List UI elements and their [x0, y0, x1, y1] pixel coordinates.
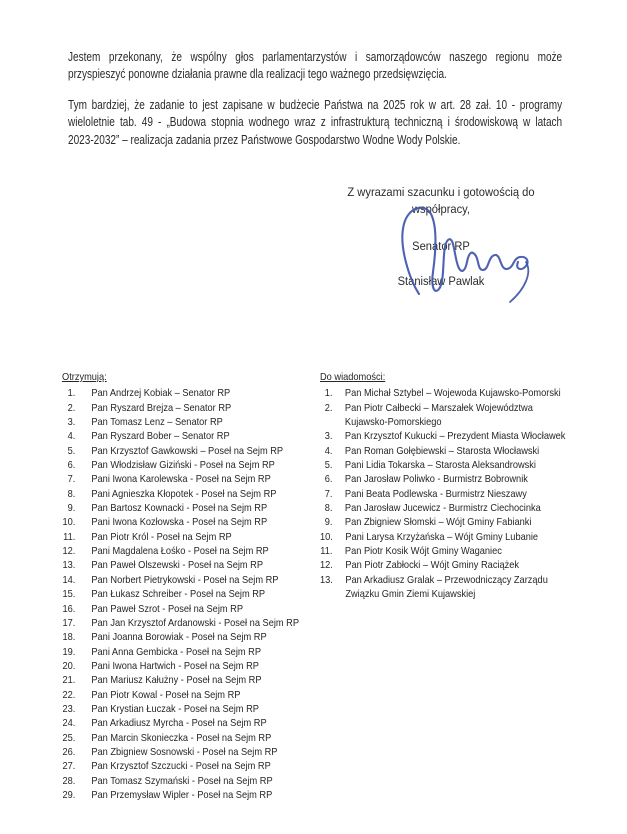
list-item	[62, 473, 305, 487]
list-item-text: Pan Mariusz Kałużny - Poseł na Sejm RP	[91, 675, 262, 687]
list-item-number: 27.	[62, 761, 76, 773]
letter-line: Tym bardziej, że zadanie to jest zapisane w budżecie Państwa na 2025 rok w art. 28 zał. 10 - programy	[68, 98, 563, 112]
list-item	[62, 703, 305, 717]
list-item-text: Pani Beata Podlewska - Burmistrz Nieszawy	[344, 488, 527, 500]
list-item-text: Pan Andrzej Kobiak – Senator RP	[91, 388, 231, 400]
signer-title: Senator RP	[412, 239, 470, 253]
recipients-items	[62, 387, 305, 803]
letter-line: Jestem przekonany, że wspólny głos parlamentarzystów i samorządowców naszego regionu może	[68, 50, 563, 64]
list-item-number: 4.	[67, 431, 76, 443]
list-item	[62, 660, 305, 674]
list-item	[62, 789, 305, 803]
letter-line: przyspieszyć ponowne działania prawne dla realizacji tego ważnego przedsięwzięcia.	[68, 67, 447, 82]
list-item-number: 14.	[62, 574, 76, 586]
list-item-number: 26.	[62, 746, 76, 758]
list-item-number: 13.	[62, 560, 76, 572]
list-item	[320, 430, 568, 444]
list-item	[62, 502, 305, 516]
recipients-label: Otrzymują:	[62, 372, 107, 383]
list-item-number: 13.	[320, 574, 333, 586]
list-item-text: Pan Michał Sztybel – Wojewoda Kujawsko-Pomorski	[344, 388, 561, 400]
list-item-text: Pan Arkadiusz Gralak – Przewodniczący Zarządu Związku Gmin Ziemi Kujawskiej	[345, 574, 548, 601]
list-item-number: 3.	[67, 417, 76, 429]
list-item-text: Pan Krystian Łuczak - Poseł na Sejm RP	[91, 703, 259, 715]
letter-line: 2023-2032” – realizacja zadania przez Państwowe Gospodarstwo Wodne Wody Polskie.	[68, 132, 461, 147]
list-item-text: Pani Lidia Tokarska – Starosta Aleksandrowski	[344, 460, 536, 472]
list-item-text: Pan Jarosław Jucewicz - Burmistrz Ciechocinka	[344, 503, 541, 515]
list-item-text: Pani Agnieszka Kłopotek - Poseł na Sejm RP	[91, 488, 277, 500]
list-item-number: 5.	[67, 445, 76, 457]
list-item-text: Pan Marcin Skonieczka - Poseł na Sejm RP	[91, 732, 272, 744]
list-item-number: 11.	[63, 531, 76, 543]
list-item	[62, 717, 305, 731]
list-item-number: 21.	[62, 675, 76, 687]
list-item	[320, 387, 568, 401]
list-item-number: 23.	[62, 703, 76, 715]
list-item	[320, 559, 568, 573]
list-item-text: Pan Piotr Kosik Wójt Gminy Waganiec	[344, 546, 502, 558]
letter-line: wieloletnie tab. 49 - „Budowa stopnia wodnego wraz z infrastrukturą techniczną i środowiskową w latach	[68, 115, 563, 130]
list-item-number: 15.	[62, 589, 76, 601]
list-item	[62, 588, 305, 602]
list-item-number: 2.	[67, 402, 76, 414]
list-item-text: Pan Norbert Pietrykowski - Poseł na Sejm RP	[91, 574, 279, 586]
cc-list	[320, 371, 568, 603]
list-item	[62, 603, 305, 617]
list-item-text: Pani Iwona Kozłowska - Poseł na Sejm RP	[91, 517, 268, 529]
list-item-text: Pan Paweł Szrot - Poseł na Sejm RP	[91, 603, 244, 615]
list-item-text: Pan Zbigniew Słomski – Wójt Gminy Fabianki	[344, 517, 532, 529]
recipients-list	[62, 371, 305, 803]
list-item	[62, 387, 305, 401]
list-item	[62, 674, 305, 688]
list-item	[320, 545, 568, 559]
list-item-text: Pani Magdalena Łośko - Poseł na Sejm RP	[91, 546, 269, 558]
list-item	[62, 631, 305, 645]
list-item-number: 1.	[324, 388, 333, 400]
list-item-text: Pani Anna Gembicka - Poseł na Sejm RP	[91, 646, 261, 658]
list-item-text: Pan Piotr Król - Poseł na Sejm RP	[91, 531, 232, 543]
list-item-text: Pan Tomasz Szymański - Poseł na Sejm RP	[91, 775, 273, 787]
list-item-number: 28.	[62, 775, 76, 787]
list-item-text: Pan Piotr Zabłocki – Wójt Gminy Raciążek	[345, 560, 520, 572]
list-item	[320, 473, 568, 487]
list-item-number: 8.	[67, 488, 76, 500]
list-item	[62, 746, 305, 760]
cc-items	[320, 387, 568, 602]
list-item	[62, 488, 305, 502]
list-item	[62, 646, 305, 660]
list-item-number: 25.	[62, 732, 76, 744]
list-item-text: Pan Krzysztof Gawkowski – Poseł na Sejm RP	[91, 445, 284, 457]
list-item-number: 9.	[324, 517, 333, 529]
list-item-number: 6.	[67, 460, 76, 472]
list-item-text: Pani Iwona Karolewska - Poseł na Sejm RP	[91, 474, 271, 486]
list-item	[62, 732, 305, 746]
list-item	[320, 459, 568, 473]
list-item-text: Pan Ryszard Bober – Senator RP	[91, 431, 230, 443]
list-item	[320, 516, 568, 530]
list-item	[320, 402, 568, 431]
list-item-text: Pan Zbigniew Sosnowski - Poseł na Sejm RP	[91, 746, 278, 758]
list-item-text: Pani Larysa Krzyżańska – Wójt Gminy Lubanie	[345, 531, 539, 543]
list-item-number: 12.	[320, 560, 333, 572]
list-item-text: Pan Ryszard Brejza – Senator RP	[91, 402, 232, 414]
list-item-text: Pani Joanna Borowiak - Poseł na Sejm RP	[91, 632, 267, 644]
list-item	[62, 689, 305, 703]
list-item	[62, 617, 305, 631]
list-item	[62, 775, 305, 789]
list-item-text: Pan Piotr Całbecki – Marszałek Województwa Kujawsko-Pomorskiego	[344, 402, 533, 429]
list-item	[62, 459, 305, 473]
list-item-number: 18.	[62, 632, 76, 644]
list-item-text: Pan Łukasz Schreiber - Poseł na Sejm RP	[91, 589, 266, 601]
list-item-text: Pan Tomasz Lenz – Senator RP	[91, 417, 223, 429]
list-item-number: 20.	[62, 660, 76, 672]
list-item-text: Pan Jan Krzysztof Ardanowski - Poseł na Sejm RP	[91, 617, 300, 629]
list-item-number: 7.	[67, 474, 76, 486]
list-item	[62, 531, 305, 545]
list-item	[62, 402, 305, 416]
list-item-number: 12.	[62, 546, 76, 558]
list-item-number: 5.	[324, 460, 333, 472]
closing-line: Z wyrazami szacunku i gotowością do współpracy,	[347, 185, 535, 216]
list-item-number: 6.	[324, 474, 333, 486]
handwritten-signature-icon	[386, 200, 551, 310]
list-item-text: Pan Jarosław Poliwko - Burmistrz Bobrownik	[344, 474, 528, 486]
list-item-number: 22.	[62, 689, 76, 701]
list-item-text: Pan Bartosz Kownacki - Poseł na Sejm RP	[91, 503, 268, 515]
list-item	[320, 502, 568, 516]
list-item	[62, 574, 305, 588]
list-item-number: 29.	[62, 789, 76, 801]
list-item-number: 24.	[62, 718, 76, 730]
list-item-number: 16.	[62, 603, 76, 615]
list-item-number: 1.	[67, 388, 76, 400]
list-item-number: 19.	[62, 646, 76, 658]
list-item-text: Pani Iwona Hartwich - Poseł na Sejm RP	[91, 660, 259, 672]
list-item	[62, 760, 305, 774]
list-item-text: Pan Arkadiusz Myrcha - Poseł na Sejm RP	[91, 718, 267, 730]
list-item-text: Pan Krzysztof Kukucki – Prezydent Miasta Włocławek	[344, 431, 566, 443]
list-item-number: 4.	[324, 445, 333, 457]
list-item	[320, 574, 568, 603]
list-item	[62, 516, 305, 530]
list-item-number: 7.	[324, 488, 333, 500]
list-item	[62, 545, 305, 559]
list-item-number: 17.	[62, 617, 76, 629]
list-item-number: 3.	[324, 431, 333, 443]
list-item	[320, 488, 568, 502]
list-item	[320, 445, 568, 459]
list-item-text: Pan Włodzisław Giziński - Poseł na Sejm RP	[91, 460, 275, 472]
list-item-text: Pan Piotr Kowal - Poseł na Sejm RP	[91, 689, 241, 701]
list-item-number: 11.	[320, 546, 333, 558]
list-item-number: 10.	[320, 531, 333, 543]
list-item	[62, 559, 305, 573]
letter-paragraph-2	[68, 97, 562, 149]
cc-label: Do wiadomości:	[320, 372, 386, 383]
list-item	[62, 445, 305, 459]
list-item-number: 2.	[324, 402, 333, 414]
list-item	[62, 430, 305, 444]
list-item-text: Pan Roman Gołębiewski – Starosta Włocławski	[344, 445, 540, 457]
list-item-number: 9.	[67, 503, 76, 515]
list-item-number: 8.	[324, 503, 333, 515]
list-item-text: Pan Krzysztof Szczucki - Poseł na Sejm RP	[91, 761, 271, 773]
list-item	[320, 531, 568, 545]
signer-name: Stanisław Pawlak	[397, 274, 485, 288]
letter-paragraph-1	[68, 49, 562, 84]
list-item	[62, 416, 305, 430]
list-item-text: Pan Przemysław Wipler - Poseł na Sejm RP	[91, 789, 273, 801]
list-item-number: 10.	[62, 517, 76, 529]
list-item-text: Pan Paweł Olszewski - Poseł na Sejm RP	[91, 560, 264, 572]
